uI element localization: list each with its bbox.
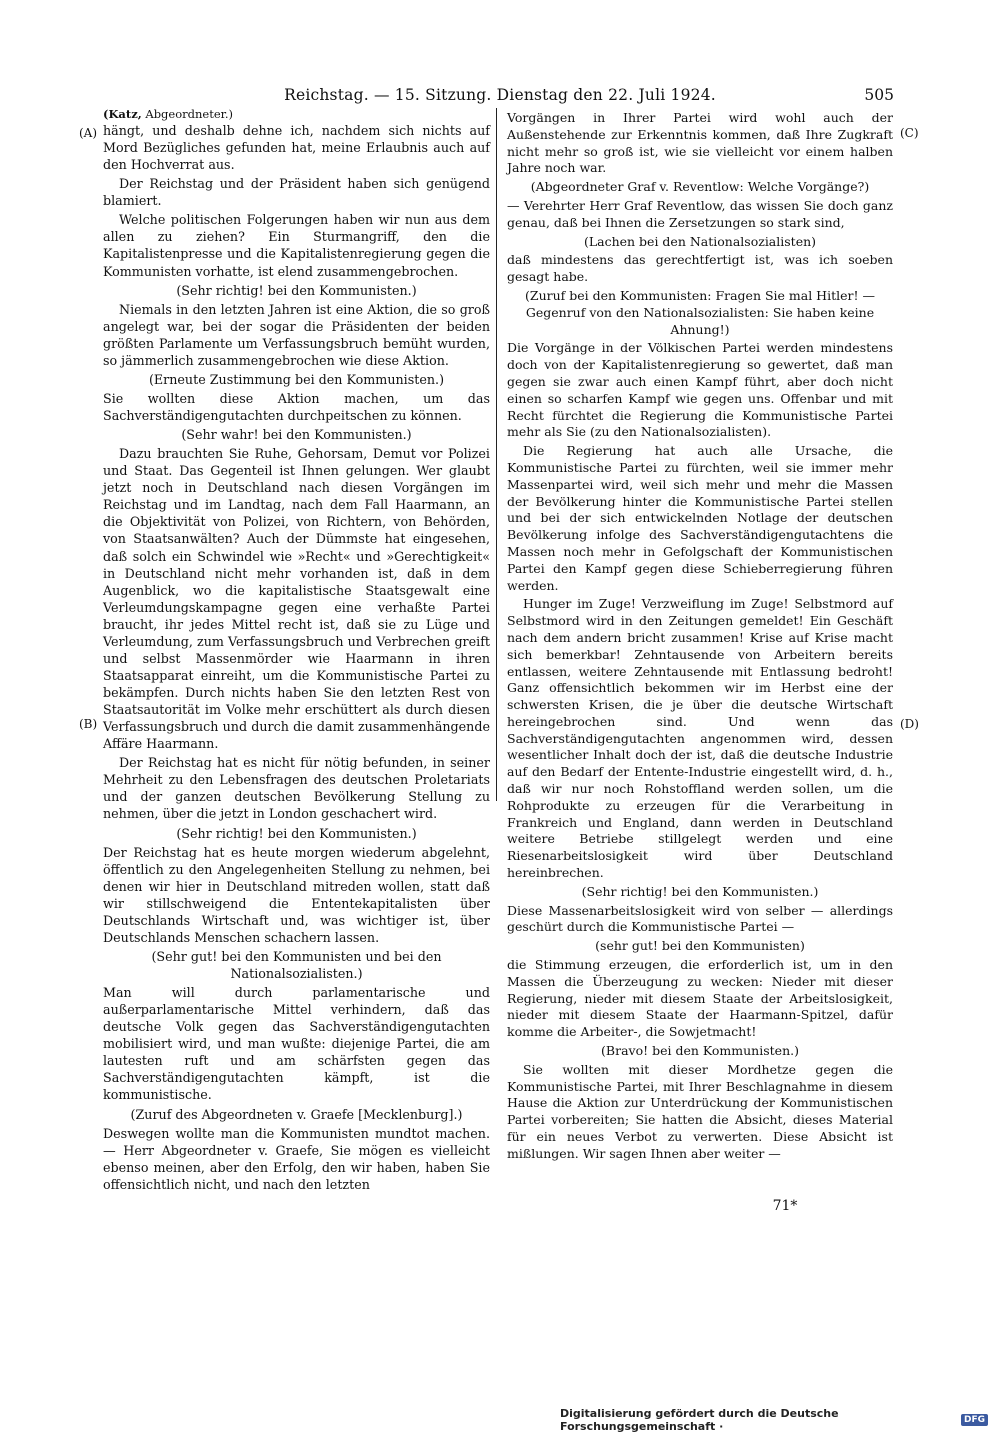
footer-text: Digitalisierung gefördert durch die Deutsche Forschungsgemeinschaft · [560,1407,839,1433]
paragraph: Sie wollten mit dieser Mordhetze gegen die Kommunistische Partei, mit Ihrer Beschlagnahme in diesem Hause die Aktion zur Unterdrückung der Kommunistischen Partei vorbereiten; Sie hatten die Absicht, dieses Material für ein neues Verbot zu verwerten. Diese Absicht ist mißlungen. Wir sagen Ihnen aber weiter — [507,1061,893,1161]
interjection: (Abgeordneter Graf v. Reventlow: Welche Vorgänge?) [530,179,870,195]
paragraph: Sie wollten diese Aktion machen, um das Sachverständigengutachten durchpeitschen zu können. [103,390,490,423]
paragraph: Die Vorgänge in der Völkischen Partei werden mindestens doch von der Kapitalistenregierung so gewertet, daß man gegen sie zwar auch einen Kampf führt, aber doch nicht einen so scharfen Kampf wie gegen uns. Offenbar und mit Recht fürchtet die Regierung die Kommunistische Partei mehr als Sie (zu den Nationalsozialisten). [507,340,893,440]
dfg-logo: DFG [961,1414,988,1426]
paragraph: Niemals in den letzten Jahren ist eine Aktion, die so groß angelegt war, bei der sogar die Präsidenten der beiden größten Parlamente um Verfassungsbruch bemüht wurden, so jämmerlich zusammengebrochen wie diese Aktion. [103,301,490,368]
margin-marker-a: (A) [79,126,98,140]
running-title: Reichstag. — 15. Sitzung. Dienstag den 22. Juli 1924. [284,86,716,104]
interjection: (Erneute Zustimmung bei den Kommunisten.) [148,371,445,387]
paragraph: Man will durch parlamentarische und außerparlamentarische Mittel verhindern, daß das deutsche Volk gegen das Sachverständigengutachten mobilisiert wird, und man wußte: diejenige Partei, die am lautesten ruft und am schärfsten gegen das Sachverständigengutachten kämpft, ist die kommunistische. [103,985,490,1103]
paragraph: Diese Massenarbeitslosigkeit wird von selber — allerdings geschürt durch die Kommunistische Partei — [507,902,893,935]
paragraph: Der Reichstag hat es nicht für nötig befunden, in seiner Mehrheit zu den Lebensfragen des deutschen Proletariats und der ganzen deutschen Bevölkerung Stellung zu nehmen, über die jetzt in London geschachert wird. [103,755,490,822]
paragraph: Vorgängen in Ihrer Partei wird wohl auch der Außenstehende zur Erkenntnis kommen, daß Ihre Zugkraft nicht mehr so groß ist, wie sie vielleicht vor einem halben Jahre noch war. [507,110,893,176]
paragraph: daß mindestens das gerechtfertigt ist, was ich soeben gesagt habe. [507,252,893,285]
right-column [507,110,893,1165]
interjection: (Sehr richtig! bei den Kommunisten.) [176,282,417,298]
footer-credit [560,1407,988,1433]
paragraph: Der Reichstag und der Präsident haben sich genügend blamiert. [103,176,490,209]
margin-marker-b: (B) [79,717,98,731]
paragraph: die Stimmung erzeugen, die erforderlich ist, um in den Massen die Überzeugung zu wecken: Nieder mit dieser Regierung, nieder mit diesem Staate der Arbeitslosigkeit, nieder mit diesem Staate der Haarmann-Spitzel, dafür komme die Arbeiter-, die Sowjetmacht! [507,957,893,1040]
margin-marker-c: (C) [900,126,919,140]
page-number: 505 [864,86,894,104]
margin-marker-d: (D) [900,717,919,731]
interjection: (Sehr richtig! bei den Kommunisten.) [176,825,417,841]
paragraph: Dazu brauchten Sie Ruhe, Gehorsam, Demut vor Polizei und Staat. Das Gegenteil ist Ihnen gelungen. Wer glaubt jetzt noch in Deutschland nach diesen Vorgängen im Reichstag und im Landtag, nach dem Fall Haarmann, an die Objektivität von Polizei, von Richtern, von Behörden, von Staatsanwälten? Auch der Dümmste hat eingesehen, daß solch ein Schwindel wie »Recht« und »Gerechtigkeit« in Deutschland nicht mehr vorhanden ist, daß in dem Augenblick, wo die kapitalistische Staatsgewalt eine Verleumdungskampagne gegen eine verhaßte Partei braucht, ihr jedes Mittel recht ist, daß sie zu Lüge und Verleumdung, zum Verfassungsbruch und Verbrechen greift und selbst Massenmörder wie Haarmann in ihren Staatsapparat einreiht, um die Kommunistische Partei zu bekämpfen. Durch nichts haben Sie den letzten Rest von Staatsautorität im Volke mehr erschüttert als durch diesen Verfassungsbruch und durch die damit zusammenhängende Affäre Haarmann. [103,446,490,752]
speaker-name: (Katz, [103,107,142,121]
interjection: (Sehr richtig! bei den Kommunisten.) [581,883,819,899]
paragraph: Welche politischen Folgerungen haben wir nun aus dem allen zu ziehen? Ein Sturmangriff, den die Kapitalistenpresse und die Kapitalistenregierung gegen die Kommunisten vorhatte, ist elend zusammengebrochen. [103,212,490,279]
interjection: (sehr gut! bei den Kommunisten) [595,938,805,954]
interjection: (Sehr gut! bei den Kommunisten und bei den Nationalsozialisten.) [151,948,442,981]
interjection: (Zuruf bei den Kommunisten: Fragen Sie mal Hitler! — Gegenruf von den Nationalsozialisten: Sie haben keine Ahnung!) [525,287,875,337]
paragraph: Deswegen wollte man die Kommunisten mundtot machen. — Herr Abgeordneter v. Graefe, Sie mögen es vielleicht ebenso meinen, aber den Erfolg, den wir haben, haben Sie offensichtlich nicht, und nach den letzten [103,1125,490,1192]
interjection: (Lachen bei den Nationalsozialisten) [583,233,817,249]
interjection: (Zuruf des Abgeordneten v. Graefe [Mecklenburg].) [130,1106,463,1122]
paragraph: Hunger im Zuge! Verzweiflung im Zuge! Selbstmord auf Selbstmord wird in den Zeitungen gemeldet! Ein Geschäft nach dem andern bricht zusammen! Krise auf Krise macht sich bemerkbar! Zehntausende von Arbeitern bereits entlassen, weitere Zehntausende mit Entlassung bedroht! Ganz offensichtlich bekommen wir im Herbst eine der schwersten Krisen, die je über die deutsche Wirtschaft hereingebrochen sind. Und wenn das Sachverständigengutachten angenommen wird, dessen wesentlicher Inhalt doch der ist, daß die deutsche Industrie auf den Bedarf der Entente-Industrie eingestellt wird, d. h., daß wir nur noch Rohstoffland werden sollen, um die Rohprodukte zu erzeugen für die Verarbeitung in Frankreich und England, dann werden in Deutschland weitere Betriebe stillgelegt werden und eine Riesenarbeitslosigkeit wird über Deutschland hereinbrechen. [507,596,893,881]
paragraph: Der Reichstag hat es heute morgen wiederum abgelehnt, öffentlich zu den Angelegenheiten Stellung zu nehmen, bei denen wir hier in Deutschland mitreden wollen, statt daß wir stillschweigend die Ententekapitalisten über Deutschlands Wirtschaft und, was wichtiger ist, über Deutschlands Menschen schachern lassen. [103,844,490,945]
left-column [103,107,490,1195]
interjection: (Bravo! bei den Kommunisten.) [601,1043,799,1059]
column-divider [496,108,497,801]
sheet-signature: 71* [772,1198,798,1214]
paragraph: hängt, und deshalb dehne ich, nachdem sich nichts auf Mord Bezügliches gefunden hat, meine Erlaubnis auch auf den Hochverrat aus. [103,123,490,173]
paragraph: — Verehrter Herr Graf Reventlow, das wissen Sie doch ganz genau, daß bei Ihnen die Zersetzungen so stark sind, [507,197,893,230]
speaker-role: Abgeordneter.) [141,107,234,121]
interjection: (Sehr wahr! bei den Kommunisten.) [181,427,412,443]
paragraph: Die Regierung hat auch alle Ursache, die Kommunistische Partei zu fürchten, weil sie immer mehr Massenpartei wird, weil sich mehr und mehr die Massen der Bevölkerung hinter die Kommunistische Partei stellen und bei der sich entwickelnden Notlage der deutschen Bevölkerung infolge des Sachverständigengutachtens die Massen noch mehr in Gefolgschaft der Kommunistischen Partei den Kampf gegen diese Schieberregierung führen werden. [507,443,893,593]
speaker-label [103,108,490,121]
page-header [100,86,900,108]
